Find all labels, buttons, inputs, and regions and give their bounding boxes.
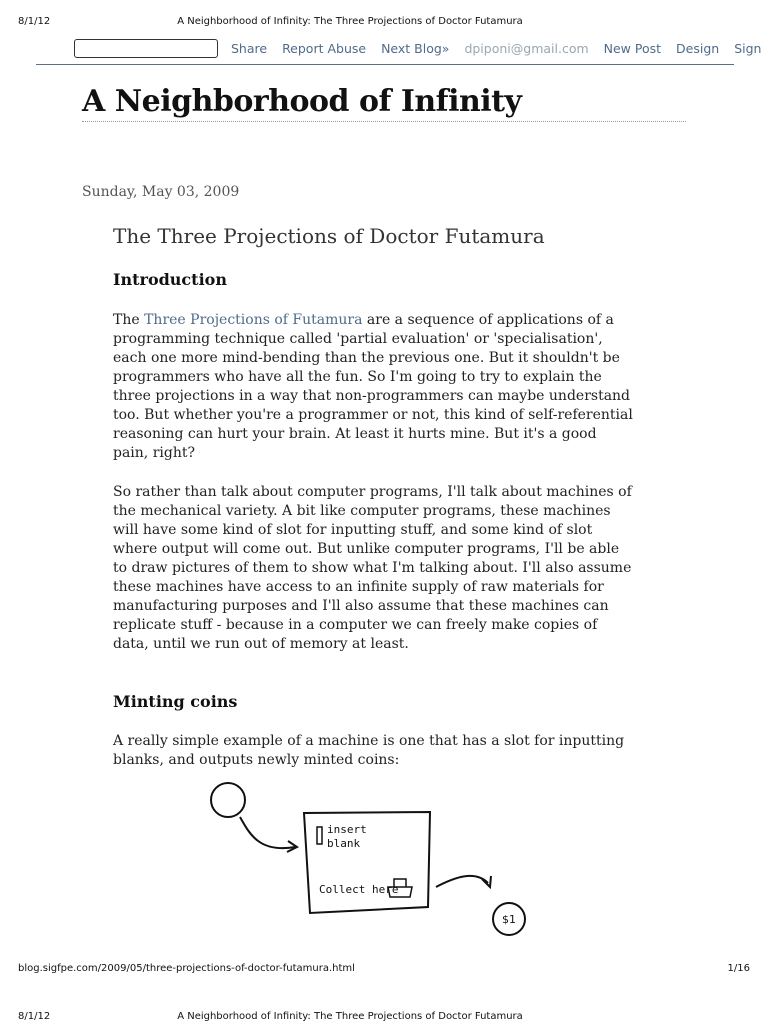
introduction-heading: Introduction [113, 270, 227, 289]
intro-paragraph-1 [113, 311, 633, 463]
page-number: 1/16 [727, 963, 750, 974]
minting-paragraph: A really simple example of a machine is one that has a slot for inputting blanks, and outputs newly minted coins: [113, 733, 625, 768]
blank-label: blank [327, 837, 361, 850]
post-title[interactable]: The Three Projections of Doctor Futamura [113, 224, 545, 248]
next-blog-link[interactable]: Next Blog» [381, 41, 450, 56]
next-print-title: A Neighborhood of Infinity: The Three Projections of Doctor Futamura [177, 1011, 523, 1022]
print-date: 8/1/12 [18, 16, 51, 27]
post-date: Sunday, May 03, 2009 [82, 184, 240, 200]
blogger-navbar [36, 38, 762, 65]
print-page-title: A Neighborhood of Infinity: The Three Projections of Doctor Futamura [177, 16, 523, 27]
design-link[interactable]: Design [676, 41, 720, 56]
futamura-link[interactable]: Three Projections of Futamura [144, 312, 363, 328]
share-link[interactable]: Share [231, 41, 268, 56]
navbar-links [231, 41, 768, 56]
collect-label: Collect here [319, 883, 399, 896]
blank-disc [211, 783, 245, 817]
print-footer [0, 963, 768, 977]
input-arrow [240, 817, 295, 848]
new-post-link[interactable]: New Post [603, 41, 662, 56]
user-email: dpiponi@gmail.com [464, 41, 589, 56]
next-page-header [0, 1011, 768, 1025]
insert-slot [317, 827, 322, 844]
blog-title[interactable]: A Neighborhood of Infinity [82, 84, 686, 122]
intro-paragraph-2: So rather than talk about computer programs, I'll talk about machines of the mechanical variety. A bit like computer programs, these machines will have some kind of slot for inputting stuff, and some kind of slot where output will come out. But unlike computer programs, I'll be able to draw pictures of them to show what I'm talking about. I'll also assume these machines have access to an infinite supply of raw materials for manufacturing purposes and I'll also assume that these machines can replicate stuff - because in a computer we can freely make copies of data, until we run out of memory at least. [113, 484, 632, 652]
output-arrow [436, 876, 488, 887]
minting-machine-figure [200, 775, 540, 945]
machine-box [304, 812, 430, 913]
insert-label: insert [327, 823, 367, 836]
search-input[interactable] [74, 39, 218, 58]
minting-coins-heading: Minting coins [113, 692, 238, 711]
page-url: blog.sigfpe.com/2009/05/three-projections-of-doctor-futamura.html [18, 963, 355, 974]
print-header [0, 16, 768, 30]
coin-label: $1 [502, 913, 516, 926]
intro-text-after: are a sequence of applications of a programming technique called 'partial evaluation' or 'specialisation', each one more mind-bending than the previous one. But it shouldn't be programmers who have all the fun. So I'm going to try to explain the three projections in a way that non-programmers can maybe understand too. But whether you're a programmer or not, this kind of self-referential reasoning can hurt your brain. At least it hurts mine. But it's a good pain, right? [113, 312, 633, 461]
sign-out-link[interactable]: Sign [734, 41, 762, 56]
intro-text-before: The [113, 312, 145, 328]
report-abuse-link[interactable]: Report Abuse [282, 41, 367, 56]
next-print-date: 8/1/12 [18, 1011, 51, 1022]
